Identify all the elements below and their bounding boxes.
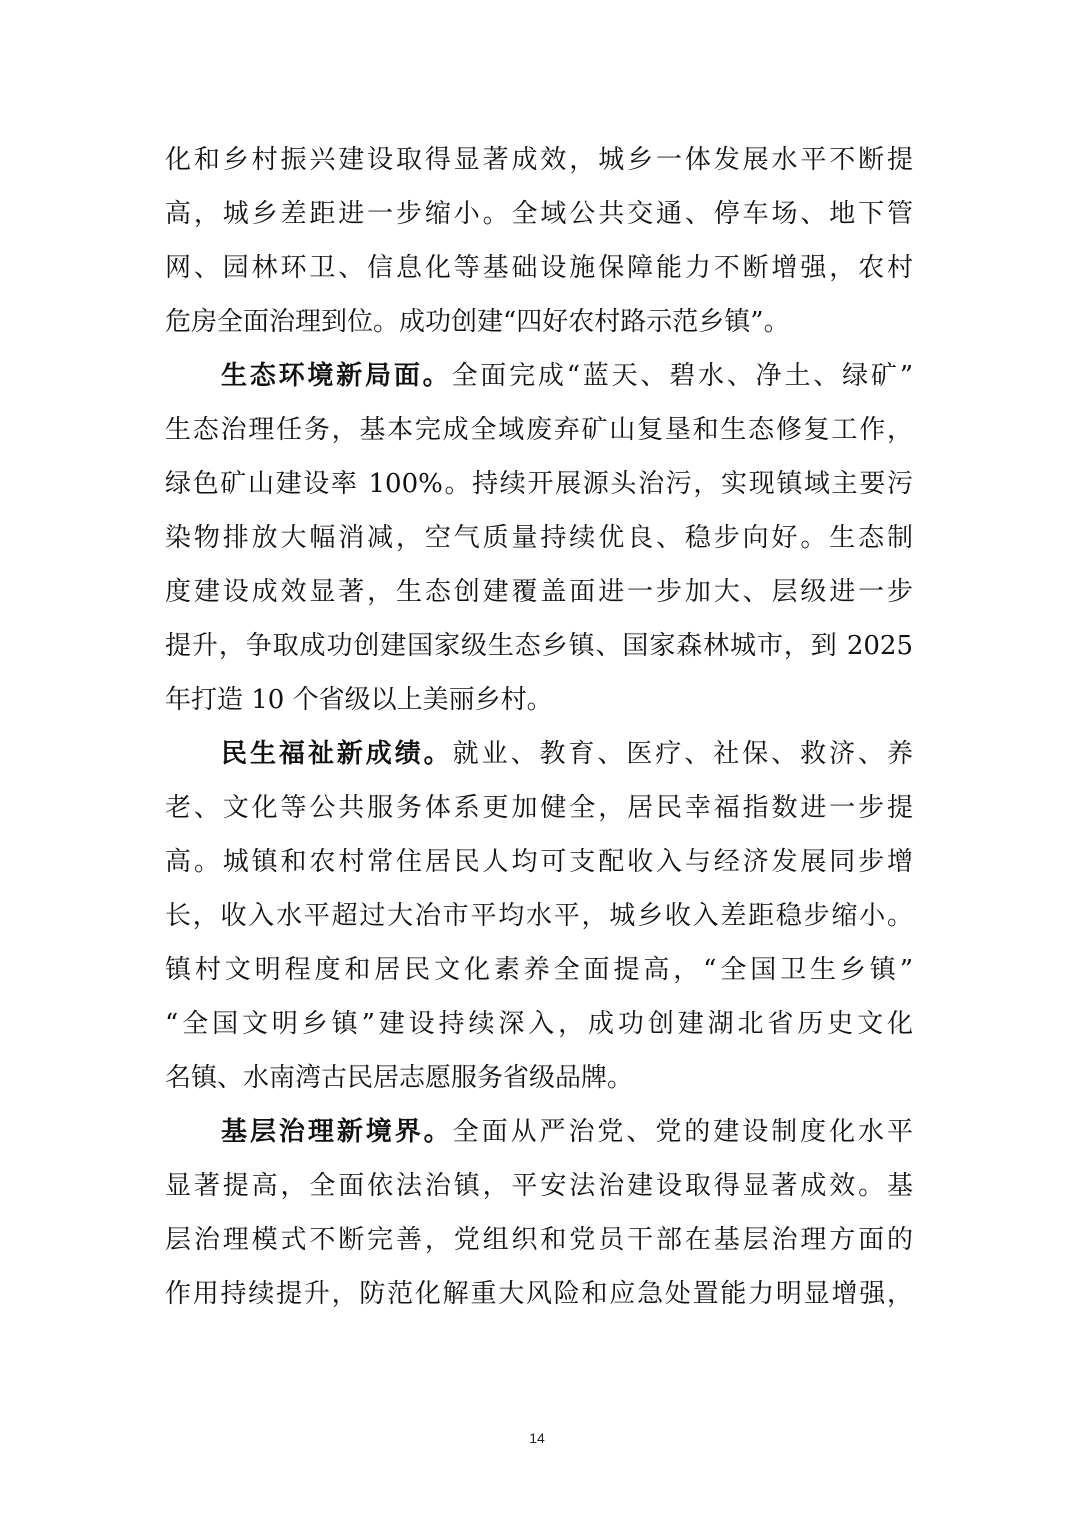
text-line: 作用持续提升，防范化解重大风险和应急处置能力明显增强， <box>165 1279 913 1309</box>
text-line: 高，城乡差距进一步缩小。全域公共交通、停车场、地下管 <box>165 199 913 229</box>
text-line: 染物排放大幅消减，空气质量持续优良、稳步向好。生态制 <box>165 523 913 553</box>
text-line <box>165 349 913 403</box>
text-line: 名镇、水南湾古民居志愿服务省级品牌。 <box>165 1063 634 1093</box>
text-line: 镇村文明程度和居民文化素养全面提高，“全国卫生乡镇” <box>165 955 913 985</box>
text-line: 高。城镇和农村常住居民人均可支配收入与经济发展同步增 <box>165 847 913 877</box>
text-line: 长，收入水平超过大冶市平均水平，城乡收入差距稳步缩小。 <box>165 901 913 931</box>
section-heading: 民生福祉新成绩。 <box>221 739 453 769</box>
text-line: 度建设成效显著，生态创建覆盖面进一步加大、层级进一步 <box>165 577 913 607</box>
text-line: “全国文明乡镇”建设持续深入，成功创建湖北省历史文化 <box>165 1009 913 1039</box>
body-text <box>165 133 913 1321</box>
text-line: 危房全面治理到位。成功创建“四好农村路示范乡镇”。 <box>165 307 790 337</box>
section-heading: 生态环境新局面。 <box>221 361 452 391</box>
section-heading: 基层治理新境界。 <box>221 1117 453 1147</box>
text-line: 显著提高，全面依法治镇，平安法治建设取得显著成效。基 <box>165 1171 913 1201</box>
text-line <box>165 727 913 781</box>
text-line-body: 就业、教育、医疗、社保、救济、养 <box>452 739 913 769</box>
text-line-body: 全面从严治党、党的建设制度化水平 <box>452 1117 913 1147</box>
paragraph-livelihood <box>165 727 913 1105</box>
text-line: 年打造 10 个省级以上美丽乡村。 <box>165 685 553 715</box>
text-line <box>165 1105 913 1159</box>
text-line: 网、园林环卫、信息化等基础设施保障能力不断增强，农村 <box>165 253 913 283</box>
text-line: 提升，争取成功创建国家级生态乡镇、国家森林城市，到 2025 <box>165 631 913 661</box>
paragraph-governance <box>165 1105 913 1321</box>
text-line: 生态治理任务，基本完成全域废弃矿山复垦和生态修复工作， <box>165 415 913 445</box>
text-line: 绿色矿山建设率 100%。持续开展源头治污，实现镇域主要污 <box>165 469 913 499</box>
paragraph-infrastructure <box>165 133 913 349</box>
text-line: 老、文化等公共服务体系更加健全，居民幸福指数进一步提 <box>165 793 913 823</box>
paragraph-ecology <box>165 349 913 727</box>
text-line: 化和乡村振兴建设取得显著成效，城乡一体发展水平不断提 <box>165 145 913 175</box>
page-number: 14 <box>529 1430 545 1446</box>
text-line: 层治理模式不断完善，党组织和党员干部在基层治理方面的 <box>165 1225 913 1255</box>
text-line-body: 全面完成“蓝天、碧水、净土、绿矿” <box>451 361 913 391</box>
